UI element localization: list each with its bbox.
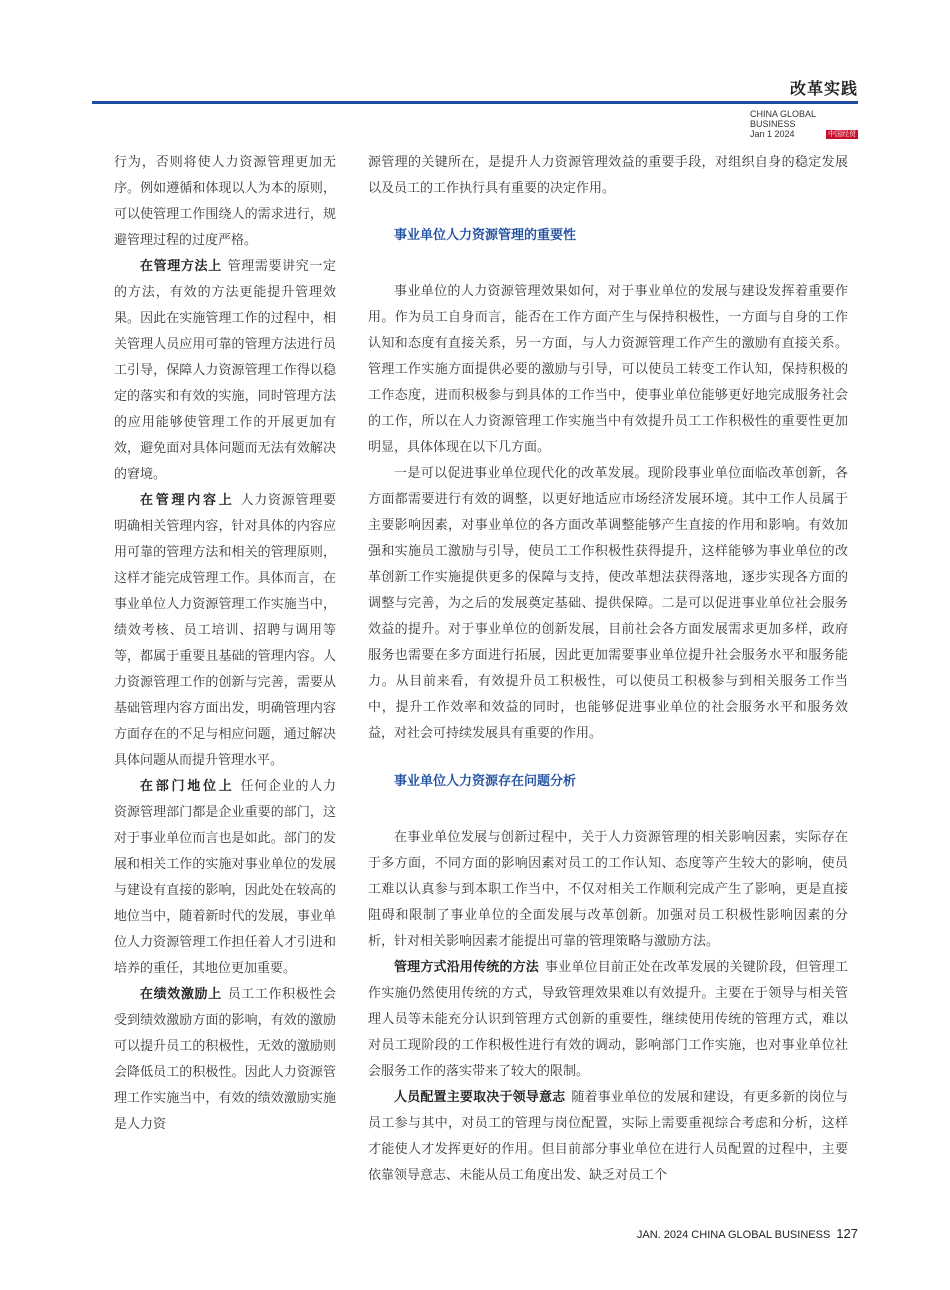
right-column — [368, 150, 848, 1189]
paragraph — [368, 1085, 848, 1189]
paragraph-lead: 在部门地位上 — [140, 779, 235, 794]
section-title: 改革实践 — [789, 79, 858, 98]
paragraph: 事业单位的人力资源管理效果如何，对于事业单位的发展与建设发挥着重要作用。作为员工自身而言，能否在工作方面产生与保持积极性，一方面与自身的工作认知和态度有直接关系，另一方面，与人力资源管理工作产生的激励有直接关系。管理工作实施方面提供必要的激励与引导，可以使员工转变工作认知，保持积极的工作态度，进而积极参与到具体的工作当中，使事业单位能够更好地完成服务社会的工作，所以在人力资源管理工作实施当中有效提升员工工作积极性的重要性更加明显，具体体现在以下几方面。 — [368, 284, 848, 455]
paragraph-lead: 管理方式沿用传统的方法 — [394, 960, 539, 975]
paragraph-text: 事业单位目前正处在改革发展的关键阶段，但管理工作实施仍然使用传统的方式，导致管理效果难以有效提升。主要在于领导与相关管理人员等未能充分认识到管理方式创新的重要性，继续使用传统的管理方式，难以对员工现阶段的工作积极性进行有效的调动，影响部门工作实施，也对事业单位社会服务工作的落实带来了较大的限制。 — [368, 960, 848, 1079]
paragraph-text: 人力资源管理要明确相关管理内容，针对具体的内容应用可靠的管理方法和相关的管理原则，这样才能完成管理工作。具体而言，在事业单位人力资源管理工作实施当中，绩效考核、员工培训、招聘与调用等等，都属于重要且基础的管理内容。人力资源管理工作的创新与完善，需要从基础管理内容方面出发，明确管理内容方面存在的不足与相应问题，通过解决具体问题从而提升管理水平。 — [114, 493, 336, 768]
paragraph-text: 员工工作积极性会受到绩效激励方面的影响，有效的激励可以提升员工的积极性，无效的激励则会降低员工的积极性。因此人力资源管理工作实施当中，有效的绩效激励实施是人力资 — [114, 987, 336, 1132]
footer-issue: JAN. 2024 CHINA GLOBAL BUSINESS — [636, 1229, 831, 1241]
paragraph-text: 管理需要讲究一定的方法，有效的方法更能提升管理效果。因此在实施管理工作的过程中，相关管理人员应用可靠的管理方法进行员工引导，保障人力资源管理工作得以稳定的落实和有效的实施，同时管理方法的应用能够使管理工作的开展更加有效，避免面对具体问题而无法有效解决的窘境。 — [114, 259, 336, 482]
paragraph-lead: 在绩效激励上 — [140, 987, 222, 1002]
page-footer — [637, 1226, 858, 1241]
publication-name: CHINA GLOBAL BUSINESS — [750, 109, 816, 129]
paragraph-lead: 在管理方法上 — [140, 259, 222, 274]
paragraph — [114, 488, 336, 774]
publication-tag: 中国经贸 — [828, 129, 856, 138]
issue-date: Jan 1 2024 — [750, 129, 795, 139]
paragraph — [114, 774, 336, 982]
paragraph-text: 随着事业单位的发展和建设，有更多新的岗位与员工参与其中，对员工的管理与岗位配置，实际上需要重视综合考虑和分析，这样才能使人才发挥更好的作用。但目前部分事业单位在进行人员配置的过程中，主要依靠领导意志、未能从员工角度出发、缺乏对员工个 — [368, 1090, 848, 1183]
page-number: 127 — [836, 1226, 858, 1241]
paragraph: 源管理的关键所在，是提升人力资源管理效益的重要手段，对组织自身的稳定发展以及员工的工作执行具有重要的决定作用。 — [368, 155, 848, 196]
paragraph: 行为，否则将使人力资源管理更加无序。例如遵循和体现以人为本的原则，可以使管理工作围绕人的需求进行，规避管理过程的过度严格。 — [114, 155, 336, 248]
paragraph: 在事业单位发展与创新过程中，关于人力资源管理的相关影响因素，实际存在于多方面，不同方面的影响因素对员工的工作认知、态度等产生较大的影响，使员工难以认真参与到本职工作当中，不仅对相关工作顺利完成产生了影响，更是直接阻碍和限制了事业单位的全面发展与改革创新。加强对员工积极性影响因素的分析，针对相关影响因素才能提出可靠的管理策略与激励方法。 — [368, 830, 848, 949]
paragraph — [368, 955, 848, 1085]
publication-block — [750, 109, 858, 139]
paragraph — [114, 254, 336, 488]
paragraph — [114, 982, 336, 1138]
section-heading: 事业单位人力资源管理的重要性 — [394, 228, 577, 243]
paragraph-text: 任何企业的人力资源管理部门都是企业重要的部门，这对于事业单位而言也是如此。部门的发展和相关工作的实施对事业单位的发展与建设有直接的影响，因此处在较高的地位当中，随着新时代的发展，事业单位人力资源管理工作担任着人才引进和培养的重任，其地位更加重要。 — [114, 779, 336, 976]
header-rule — [92, 101, 858, 104]
paragraph-lead: 人员配置主要取决于领导意志 — [394, 1090, 566, 1105]
paragraph: 一是可以促进事业单位现代化的改革发展。现阶段事业单位面临改革创新，各方面都需要进行有效的调整，以更好地适应市场经济发展环境。其中工作人员属于主要影响因素，对事业单位的各方面改革调整能够产生直接的作用和影响。有效加强和实施员工激励与引导，使员工工作积极性获得提升，这样能够为事业单位的改革创新工作实施提供更多的保障与支持，使改革想法获得落地，逐步实现各方面的调整与完善，为之后的发展奠定基础、提供保障。二是可以促进事业单位社会服务效益的提升。对于事业单位的创新发展，目前社会各方面发展需求更加多样，政府服务也需要在多方面进行拓展，因此更加需要事业单位提升社会服务水平和服务能力。从目前来看，有效提升员工积极性，可以使员工积极参与到相关服务工作当中，提升工作效率和效益的同时，也能够促进事业单位的社会服务水平和服务效益，对社会可持续发展具有重要的作用。 — [368, 466, 848, 741]
paragraph-lead: 在管理内容上 — [140, 493, 235, 508]
section-heading: 事业单位人力资源存在问题分析 — [394, 774, 577, 789]
left-column — [114, 150, 336, 1138]
